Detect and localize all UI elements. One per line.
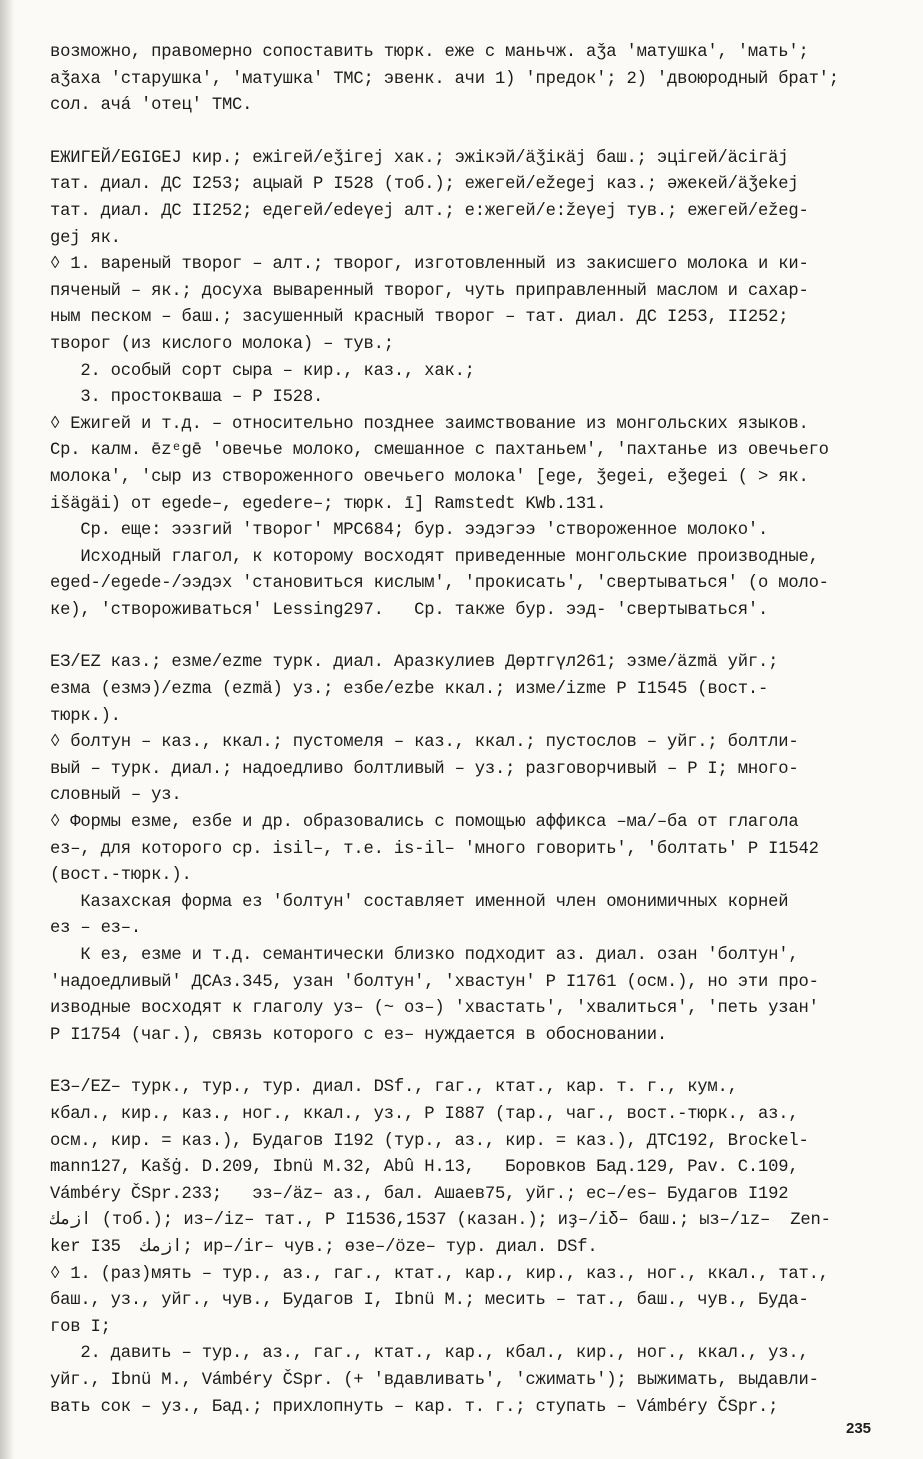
text-line: ◊ болтун – каз., ккал.; пустомеля – каз., ккал.; пустослов – уйг.; болтли- xyxy=(50,733,799,753)
entry-ez-verb-header xyxy=(50,1075,880,1261)
text-line: К ез, езме и т.д. семантически близко подходит аз. диал. озан 'болтун', xyxy=(50,946,799,965)
text-line: 2. давить – тур., аз., гаг., ктат., кар., кбал., кир., ног., ккал., уз., xyxy=(50,1344,809,1364)
text-line: тюрк.). xyxy=(50,706,121,726)
text-line: eged-/egede-/ээдэх 'становиться кислым', 'прокисать', 'свертываться' (о моло- xyxy=(50,574,829,594)
entry-ezhigej-header xyxy=(50,146,880,252)
text-line: вать сок – уз., Бад.; прихлопнуть – кар. т. г.; ступать – Vámbéry ČSpr.; xyxy=(50,1397,779,1417)
text-line: 3. простокваша – Р I528. xyxy=(50,388,324,408)
text-line: Р I1754 (чаг.), связь которого с ез– нуждается в обосновании. xyxy=(50,1025,667,1045)
page-number: 235 xyxy=(846,1420,872,1437)
text-line: ез–, для которого ср. isil–, т.е. is-il– 'много говорить', 'болтать' Р I1542 xyxy=(50,839,819,859)
text-line: ◊ 1. вареный творог – алт.; творог, изготовленный из закисшего молока и ки- xyxy=(50,255,809,275)
text-line: гов I; xyxy=(50,1317,111,1337)
text-line: сол. aчá 'отец' ТМС. xyxy=(50,96,253,116)
dictionary-page xyxy=(50,40,880,1421)
entry-ez-header xyxy=(50,650,880,730)
text-line: тат. диал. ДС I253; ацыай Р I528 (тоб.); ежегей/ežegej каз.; әжекей/äǯekej xyxy=(50,175,799,195)
text-line: 'надоедливый' ДСАз.345, узан 'болтун', 'хвастун' Р I1761 (осм.), но эти про- xyxy=(50,972,819,992)
text-line: ке), 'створоживаться' Lessing297. Ср. также бур. ээд- 'свертываться'. xyxy=(50,600,769,620)
text-line: ез – ез–. xyxy=(50,919,142,939)
text-line: вый – турк. диал.; надоедливо болтливый – уз.; разговорчивый – Р I; много- xyxy=(50,759,799,779)
text-line: Vámbéry ČSpr.233; эз–/äz– аз., бал. Ашаев75, уйг.; ес–/es– Будагов I192 xyxy=(50,1184,789,1204)
text-line: возможно, правомерно сопоставить тюрк. eже с маньчж. aǯa 'матушка', 'мать'; xyxy=(50,43,809,62)
paragraph-gap xyxy=(50,1049,880,1075)
text-line: ЕЗ–/EZ– турк., тур., тур. диал. DSf., гаг., ктат., кар. т. г., кум., xyxy=(50,1078,738,1098)
text-line: (вост.-тюрк.). xyxy=(50,866,192,886)
entry-ez-etymology xyxy=(50,810,880,1049)
text-line: ЕЗ/EZ каз.; езме/ezme турк. диал. Аразкулиев Дөртгүл261; эзмe/äzmä уйг.; xyxy=(50,653,779,673)
text-line: gej як. xyxy=(50,228,121,248)
text-line: ◊ Ежигей и т.д. – относительно позднее заимствование из монгольских языков. xyxy=(50,414,809,434)
text-line: осм., кир. = каз.), Будагов I192 (тур., аз., кир. = каз.), ДТС192, Brockel- xyxy=(50,1131,809,1151)
paragraph-intro xyxy=(50,40,880,120)
text-line: тат. диал. ДС II252; едегей/edеγеj алт.; е:жегей/е:žеγеj тув.; ежегей/ežeg- xyxy=(50,201,809,221)
text-line: ◊ 1. (раз)мять – тур., аз., гаг., ктат., кар., кир., каз., ног., ккал., тат., xyxy=(50,1264,829,1284)
text-line: пяченый – як.; досуха вываренный творог, чуть приправленный маслом и сахар- xyxy=(50,281,809,301)
text-line: ным песком – баш.; засушенный красный творог – тат. диал. ДС I253, II252; xyxy=(50,308,789,328)
paragraph-gap xyxy=(50,120,880,146)
text-line: išägäi) от egede–, egedere–; тюрк. ī] Ramstedt KWb.131. xyxy=(50,494,607,514)
text-line: езма (езмэ)/ezma (ezmä) уз.; езбе/ezbe ккал.; изме/izme Р I1545 (вост.- xyxy=(50,680,769,700)
text-line: уйг., Ibnü M., Vámbéry ČSpr. (+ 'вдавливать', 'сжимать'); выжимать, выдавли- xyxy=(50,1370,819,1390)
entry-ezhigej-meanings xyxy=(50,252,880,412)
text-line: ker I35 ازمك; ир–/ir– чув.; өзе–/öze– тур. диал. DSf. xyxy=(50,1237,598,1257)
text-line: ازمك (тоб.); из–/iz– тат., Р I1536,1537 (казан.); иҙ–/iδ– баш.; ыз–/ız– Zen- xyxy=(50,1211,831,1231)
scan-binding-shadow xyxy=(0,0,14,1459)
text-line: баш., уз., уйг., чув., Будагов I, Ibnü M.; месить – тат., баш., чув., Буда- xyxy=(50,1291,809,1311)
text-line: mann127, Kašġ. D.209, Ibnü M.32, Abû H.13, Боровков Бад.129, Pav. C.109, xyxy=(50,1158,799,1178)
entry-ez-meanings xyxy=(50,730,880,810)
text-line: кбал., кир., каз., ног., ккал., уз., Р I887 (тар., чаг., вост.-тюрк., аз., xyxy=(50,1104,799,1124)
text-line: творог (из кислого молока) – тув.; xyxy=(50,334,394,354)
text-line: Исходный глагол, к которому восходят приведенные монгольские производные, xyxy=(50,547,819,567)
text-line: молока', 'сыр из створоженного овечьего молока' [еge, ǯegei, eǯegei ( > як. xyxy=(50,467,809,487)
text-line: изводные восходят к глаголу уз– (~ оз–) 'хвастать', 'хвалиться', 'петь узан' xyxy=(50,999,819,1019)
text-line: ◊ Формы езме, езбе и др. образовались с помощью аффикса –ма/–ба от глагола xyxy=(50,813,799,833)
text-line: 2. особый сорт сыра – кир., каз., хак.; xyxy=(50,361,475,381)
entry-ez-verb-meanings xyxy=(50,1262,880,1422)
text-line: Казахская форма ез 'болтун' составляет именной член омонимичных корней xyxy=(50,892,789,912)
text-line: Ср. калм. ēzᵉgē 'овечье молоко, смешанное с пахтаньем', 'пахтанье из овечьего xyxy=(50,441,829,461)
text-line: словный – уз. xyxy=(50,786,182,806)
paragraph-gap xyxy=(50,624,880,650)
text-line: aǯaxa 'старушка', 'матушка' ТМС; эвенк. ачи 1) 'предок'; 2) 'двоюродный брат'; xyxy=(50,69,839,89)
text-line: ЕЖИГЕЙ/EGIGEJ кир.; eжігей/eǯігеj хак.; эжікэй/äǯікäj баш.; эцігей/äcігäj xyxy=(50,148,789,168)
text-line: Ср. еще: ээзгий 'творог' МРС684; бур. ээдэгээ 'створоженное молоко'. xyxy=(50,521,769,541)
entry-ezhigej-etymology xyxy=(50,412,880,625)
